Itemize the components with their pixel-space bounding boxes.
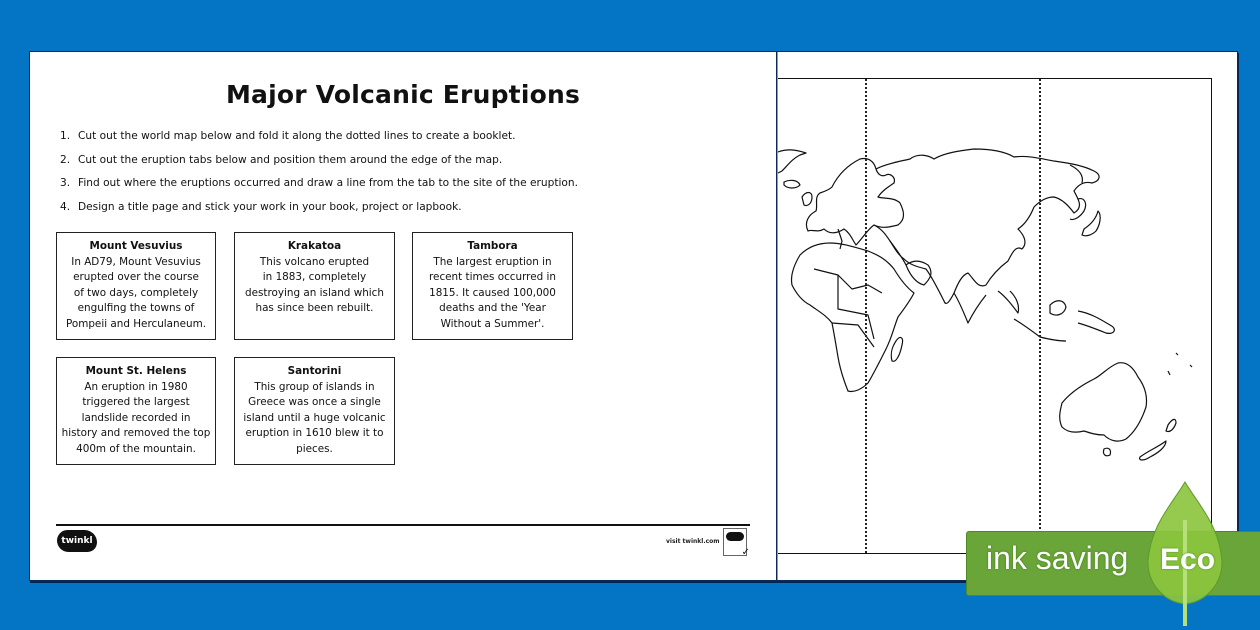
card-line: in 1883, completely [262, 271, 367, 284]
card-line: eruption in 1610 blew it to [245, 427, 384, 440]
eruption-card-st-helens [56, 357, 216, 465]
quality-approved-stamp-icon: ✓ [723, 528, 747, 556]
card-line: In AD79, Mount Vesuvius [71, 255, 201, 268]
card-line: of two days, completely [73, 286, 199, 299]
card-line: pieces. [296, 442, 333, 455]
card-line: An eruption in 1980 [84, 380, 188, 393]
card-line: This group of islands in [254, 380, 375, 393]
card-line: Pompeii and Herculaneum. [65, 317, 207, 330]
card-line: deaths and the 'Year [439, 302, 546, 315]
footer-divider [56, 524, 750, 526]
card-line: Without a Summer'. [440, 317, 545, 330]
card-line: Greece was once a single [248, 396, 381, 409]
card-line: triggered the largest [82, 396, 190, 409]
instruction-number: 3. [60, 177, 71, 189]
card-line: island until a huge volcanic [243, 411, 386, 424]
card-title: Tambora [467, 240, 518, 252]
instruction-item [60, 154, 578, 178]
fold-line-right [1039, 79, 1041, 553]
card-line: has since been rebuilt. [255, 302, 374, 315]
card-title: Krakatoa [287, 240, 342, 252]
card-line: destroying an island which [245, 286, 384, 299]
eruption-card-tambora [412, 232, 573, 340]
card-line: recent times occurred in [429, 271, 556, 284]
instruction-item [60, 177, 578, 201]
instruction-text: Design a title page and stick your work in your book, project or lapbook. [78, 200, 462, 213]
instruction-text: Find out where the eruptions occurred and draw a line from the tab to the site of the eruption. [78, 177, 579, 189]
eco-label: Eco [1160, 543, 1216, 576]
eruption-card-santorini [234, 357, 395, 465]
instruction-item [60, 130, 578, 154]
instruction-item [60, 201, 578, 225]
card-line: engulfing the towns of [77, 302, 195, 315]
instruction-text: Cut out the eruption tabs below and position them around the edge of the map. [78, 153, 503, 166]
eruption-card-vesuvius [56, 232, 216, 340]
card-line: 1815. It caused 100,000 [429, 286, 556, 299]
card-line: history and removed the top [61, 427, 211, 440]
fold-line-left [865, 79, 867, 553]
twinkl-logo: twinkl [57, 530, 97, 552]
card-line: The largest eruption in [433, 255, 552, 268]
instruction-number: 4. [60, 200, 71, 213]
card-title: Santorini [287, 365, 342, 377]
instruction-text: Cut out the world map below and fold it along the dotted lines to create a booklet. [78, 130, 516, 142]
eruption-card-krakatoa [234, 232, 395, 340]
instruction-number: 2. [60, 153, 71, 166]
instructions-list [60, 130, 578, 224]
page-title: Major Volcanic Eruptions [225, 80, 581, 109]
card-title: Mount Vesuvius [89, 240, 183, 252]
ink-saving-label: ink saving [986, 540, 1129, 576]
card-title: Mount St. Helens [85, 365, 187, 377]
card-line: This volcano erupted [259, 255, 370, 268]
instruction-number: 1. [60, 130, 71, 142]
card-line: landslide recorded in [81, 411, 191, 424]
card-line: erupted over the course [73, 271, 199, 284]
worksheet-left-page [30, 52, 776, 580]
card-line: 400m of the mountain. [76, 442, 196, 455]
visit-link[interactable]: visit twinkl.com [666, 538, 720, 545]
